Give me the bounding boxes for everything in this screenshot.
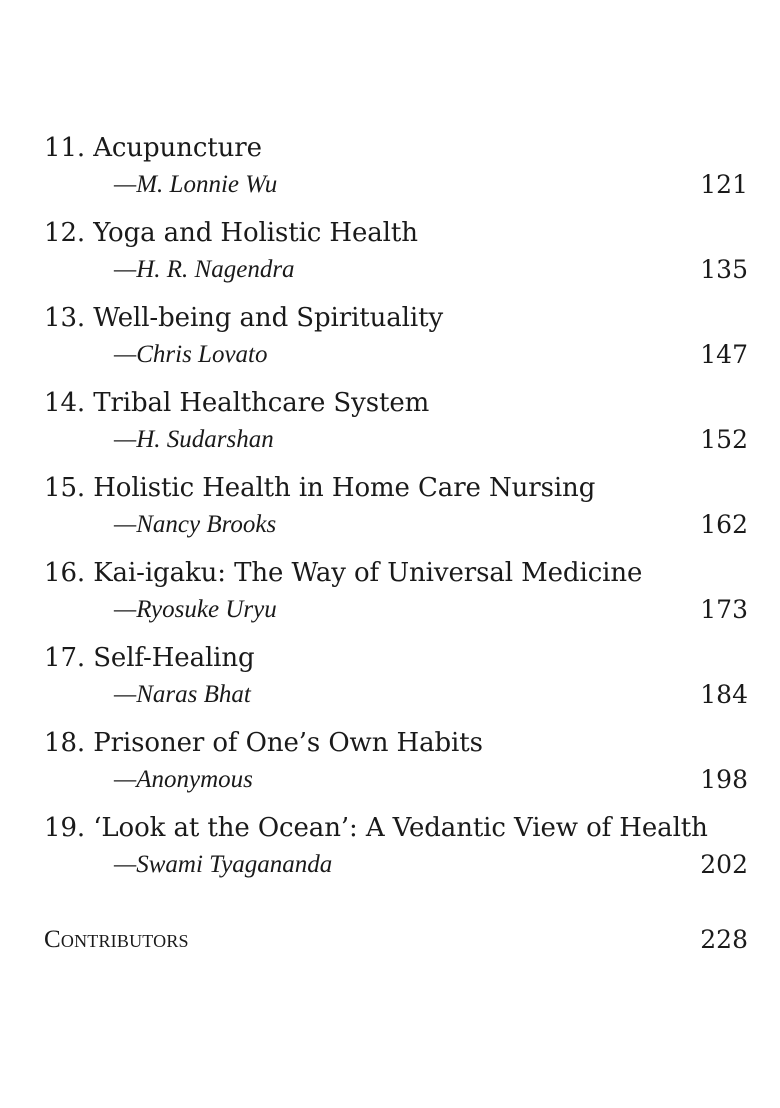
page-number: 184	[700, 680, 748, 709]
page-number: 152	[700, 425, 748, 454]
chapter-author: —Naras Bhat	[114, 681, 251, 708]
toc-entry[interactable]	[44, 211, 748, 296]
chapter-title: 19. ‘Look at the Ocean’: A Vedantic View of Health	[44, 813, 708, 843]
toc-entry[interactable]	[44, 721, 748, 806]
chapter-author: —Anonymous	[114, 766, 253, 793]
chapter-author: —M. Lonnie Wu	[114, 171, 278, 198]
chapter-title: 17. Self-Healing	[44, 643, 255, 673]
page-number: 173	[700, 595, 748, 624]
toc-entry[interactable]	[44, 806, 748, 891]
toc-entry[interactable]	[44, 636, 748, 721]
chapter-title: 11. Acupuncture	[44, 133, 262, 163]
chapter-title: 12. Yoga and Holistic Health	[44, 218, 418, 248]
toc-entry[interactable]	[44, 551, 748, 636]
toc-entry[interactable]	[44, 466, 748, 551]
page-number: 162	[700, 510, 748, 539]
page-number: 121	[700, 170, 748, 199]
chapter-author: —Nancy Brooks	[114, 511, 277, 538]
chapter-author: —H. Sudarshan	[114, 426, 274, 453]
chapter-author: —Chris Lovato	[114, 341, 268, 368]
page-number: 135	[700, 255, 748, 284]
chapter-title: 14. Tribal Healthcare System	[44, 388, 430, 418]
chapter-author: —Swami Tyagananda	[114, 851, 333, 878]
table-of-contents	[44, 126, 748, 891]
page-number: 147	[700, 340, 748, 369]
chapter-author: —H. R. Nagendra	[114, 256, 295, 283]
toc-entry[interactable]	[44, 296, 748, 381]
page-number: 202	[700, 850, 748, 879]
contributors-page-number: 228	[700, 925, 748, 954]
contributors-label: Contributors	[44, 926, 189, 953]
chapter-title: 13. Well-being and Spirituality	[44, 303, 444, 333]
toc-entry[interactable]	[44, 381, 748, 466]
page-number: 198	[700, 765, 748, 794]
contributors-entry[interactable]	[44, 924, 748, 960]
chapter-title: 15. Holistic Health in Home Care Nursing	[44, 473, 596, 503]
chapter-author: —Ryosuke Uryu	[114, 596, 277, 623]
chapter-title: 18. Prisoner of One’s Own Habits	[44, 728, 483, 758]
toc-entry[interactable]	[44, 126, 748, 211]
chapter-title: 16. Kai-igaku: The Way of Universal Medicine	[44, 558, 643, 588]
